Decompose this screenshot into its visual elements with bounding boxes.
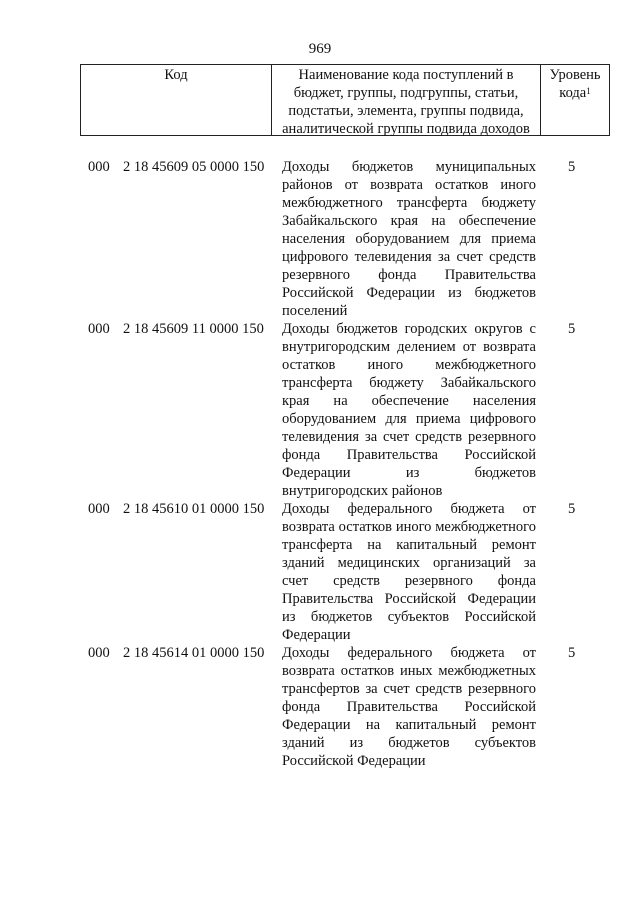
header-level-footnote-mark: 1: [586, 86, 591, 96]
page-number: 969: [308, 41, 332, 57]
header-code-column: Код: [81, 65, 272, 135]
row-revenue-code: 2 18 45609 05 0000 150: [123, 159, 265, 175]
table-row: [0, 320, 640, 500]
row-admin-code: 000: [88, 501, 110, 517]
row-revenue-name: Доходы бюджетов муниципальных районов от возврата остатков иного межбюджетного трансферта бюджету Забайкальского края на обеспечение населения оборудованием для приема цифрового телевидения за счет средств резервного фонда Правительства Российской Федерации из бюджетов поселений: [282, 159, 536, 319]
row-revenue-code: 2 18 45610 01 0000 150: [123, 501, 265, 517]
table-row: [0, 500, 640, 644]
table-row: [0, 644, 640, 770]
row-code-level: 5: [568, 159, 576, 175]
header-level-label: Уровень кода: [549, 67, 601, 101]
table-body: [0, 158, 640, 770]
row-code-level: 5: [568, 501, 576, 517]
row-revenue-code: 2 18 45609 11 0000 150: [123, 321, 264, 337]
row-revenue-name: Доходы бюджетов городских округов с внутригородским делением от возврата остатков иного межбюджетного трансферта бюджету Забайкальского края на обеспечение населения оборудованием для приема цифрового телевидения за счет средств резервного фонда Правительства Российской Федерации из бюджетов внутригородских районов: [282, 321, 536, 499]
table-row: [0, 158, 640, 320]
header-name-column: Наименование кода поступлений в бюджет, группы, подгруппы, статьи, подстатьи, элемента, группы подвида, аналитической группы подвида доходов: [272, 65, 541, 135]
header-level-column: [541, 65, 609, 135]
row-revenue-name: Доходы федерального бюджета от возврата остатков иного межбюджетного трансферта на капитальный ремонт зданий медицинских организаций за счет средств резервного фонда Правительства Российской Федерации из бюджетов субъектов Российской Федерации: [282, 501, 536, 643]
row-admin-code: 000: [88, 645, 110, 661]
table-header: [80, 64, 610, 136]
row-revenue-name: Доходы федерального бюджета от возврата остатков иных межбюджетных трансфертов за счет средств резервного фонда Правительства Российской Федерации на капитальный ремонт зданий из бюджетов субъектов Российской Федерации: [282, 645, 536, 769]
row-admin-code: 000: [88, 321, 110, 337]
row-admin-code: 000: [88, 159, 110, 175]
row-code-level: 5: [568, 645, 576, 661]
row-code-level: 5: [568, 321, 576, 337]
row-revenue-code: 2 18 45614 01 0000 150: [123, 645, 265, 661]
